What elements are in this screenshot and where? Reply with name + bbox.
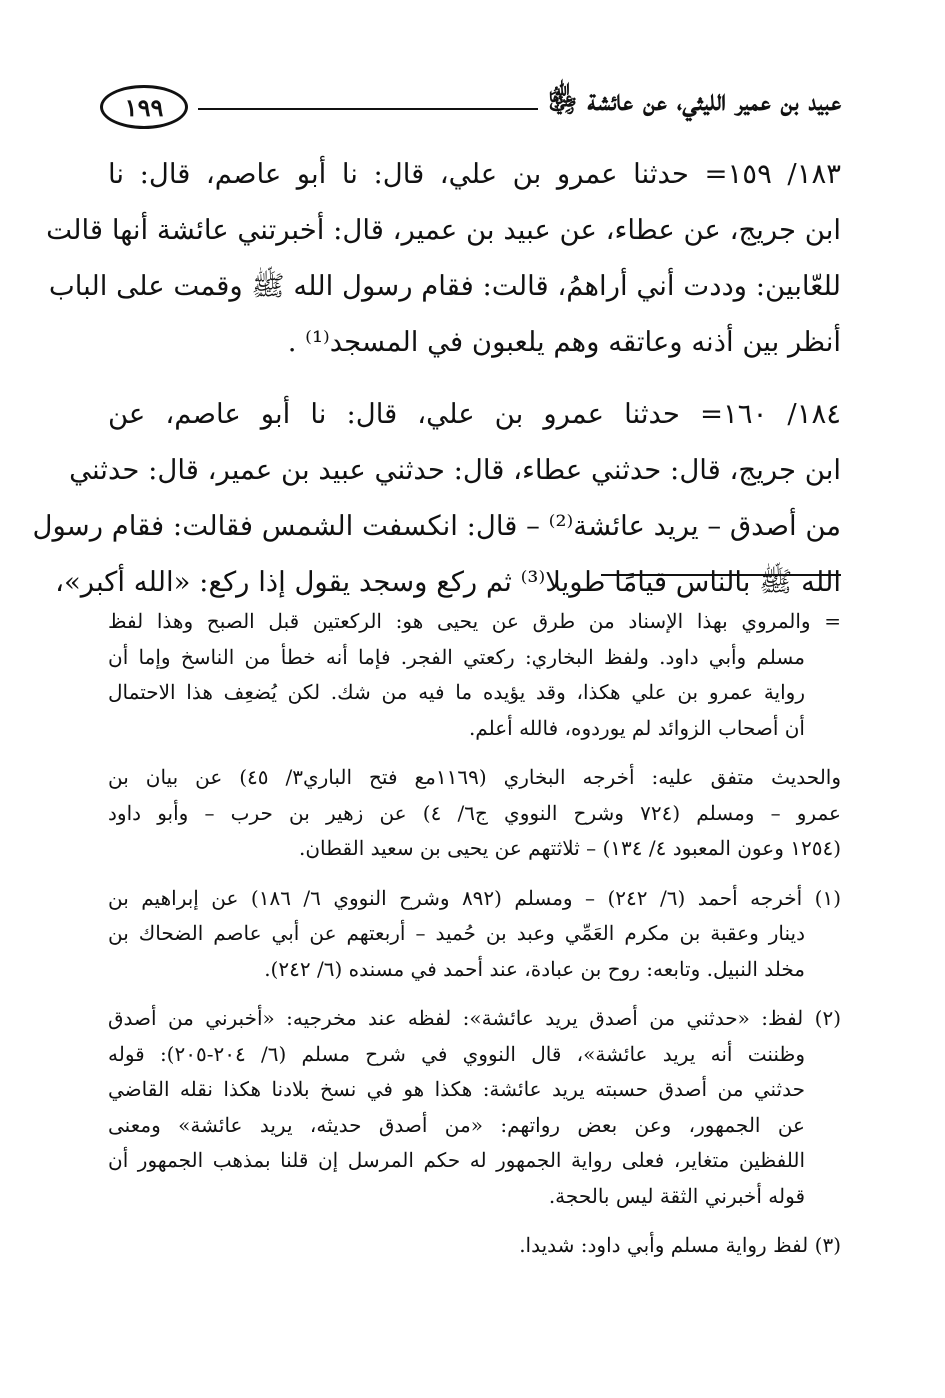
hadith-183 <box>46 146 841 370</box>
footnote-continuation <box>108 604 841 746</box>
page-header <box>100 74 841 134</box>
footnote-line: (٢) لفظ: «حدثني من أصدق يريد عائشة»: لفظه عند مخرجيه: «أخبرني من أصدق <box>108 1006 841 1030</box>
footnote-line: دينار وعقبة بن مكرم العَمِّي وعبد بن حُميد – أربعتهم عن أبي عاصم الضحاك بن <box>108 921 805 945</box>
page-number: ١٩٩ <box>100 85 188 129</box>
footnote-line: اللفظين متغاير، فعلى رواية الجمهور له حكم المرسل إن قلنا بمذهب الجمهور أن <box>108 1148 805 1172</box>
footnote-line: عمرو – ومسلم (٧٢٤ وشرح النووي ج٦/ ٤) عن زهير بن حرب – وأبو داود <box>108 800 841 825</box>
header-rule <box>198 108 538 110</box>
footnote-line: عن الجمهور، وعن بعض رواتهم: «من أصدق حديثه، يريد عائشة» ومعنى <box>108 1112 805 1137</box>
footnote-separator <box>601 574 841 576</box>
footnote-line: (٣) لفظ رواية مسلم وأبي داود: شديدا. <box>519 1233 841 1257</box>
footnote-3 <box>108 1228 841 1264</box>
text-line: ١٨٤/ ١٦٠= حدثنا عمرو بن علي، قال: نا أبو عاصم، عن <box>108 398 841 430</box>
footnote-2 <box>108 1001 841 1214</box>
footnote-line: رواية عمرو بن علي هكذا، وقد يؤيده ما فيه من شك. لكن يُضعِف هذا الاحتمال <box>108 680 805 704</box>
footnote-line: قوله أخبرني الثقة ليس بالحجة. <box>548 1183 805 1208</box>
footnote-line: = والمروي بهذا الإسناد من طرق عن يحيى هو: الركعتين قبل الصبح وهذا لفظ <box>108 609 841 633</box>
text-line: أنظر بين أذنه وعاتقه وهم يلعبون في المسجد⁽¹⁾ . <box>287 326 841 358</box>
footnote-line: أن أصحاب الزوائد لم يوردوه، فالله أعلم. <box>468 715 805 740</box>
footnote-line: (١) أخرجه أحمد (٦/ ٢٤٢) – ومسلم (٨٩٢ وشرح النووي ٦/ ١٨٦) عن إبراهيم بن <box>108 885 841 910</box>
footnote-line: مخلد النبيل. وتابعه: روح بن عبادة، عند أحمد في مسنده (٦/ ٢٤٢). <box>264 956 805 981</box>
text-line: الله ﷺ بالناس قيامًا طويلا⁽³⁾ ثم ركع وسجد يقول إذا ركع: «الله أكبر»، <box>55 566 841 598</box>
footnote-line: مسلم وأبي داود. ولفظ البخاري: ركعتي الفجر. فإما أنه خطأ من الناسخ وإما أن <box>108 644 805 669</box>
text-line: من أصدق – يريد عائشة⁽²⁾ – قال: انكسفت الشمس فقالت: فقام رسول <box>32 510 841 542</box>
running-title: عبيد بن عمير الليثي، عن عائشة ﵂ <box>548 83 841 117</box>
footnote-line: حدثني من أصدق حسبته يريد عائشة: هكذا هو في نسخ بلادنا هكذا نقله القاضي <box>108 1077 805 1101</box>
text-line: للعّابين: وددت أني أراهمُ، قالت: فقام رسول الله ﷺ وقمت على الباب <box>48 270 841 302</box>
text-line: ابن جريج، عن عطاء، عن عبيد بن عمير، قال: أخبرتني عائشة أنها قالت <box>46 214 841 246</box>
hadith-184 <box>32 386 841 610</box>
footnote-line: وظننت أنه يريد عائشة»، قال النووي في شرح مسلم (٦/ ٢٠٤-٢٠٥): قوله <box>108 1041 805 1066</box>
footnote-takhrij <box>108 760 841 867</box>
footnote-line: والحديث متفق عليه: أخرجه البخاري (١١٦٩مع فتح الباري٣/ ٤٥) عن بيان بن <box>108 765 841 789</box>
text-line: ١٨٣/ ١٥٩= حدثنا عمرو بن علي، قال: نا أبو عاصم، قال: نا <box>108 158 841 190</box>
main-text <box>32 146 841 626</box>
text-line: ابن جريج، قال: حدثني عطاء، قال: حدثني عبيد بن عمير، قال: حدثني <box>69 454 841 486</box>
footnote-line: (١٢٥٤ وعون المعبود ٤/ ١٣٤) – ثلاثتهم عن يحيى بن سعيد القطان. <box>298 836 841 860</box>
footnotes <box>108 604 841 1278</box>
footnote-1 <box>108 881 841 988</box>
